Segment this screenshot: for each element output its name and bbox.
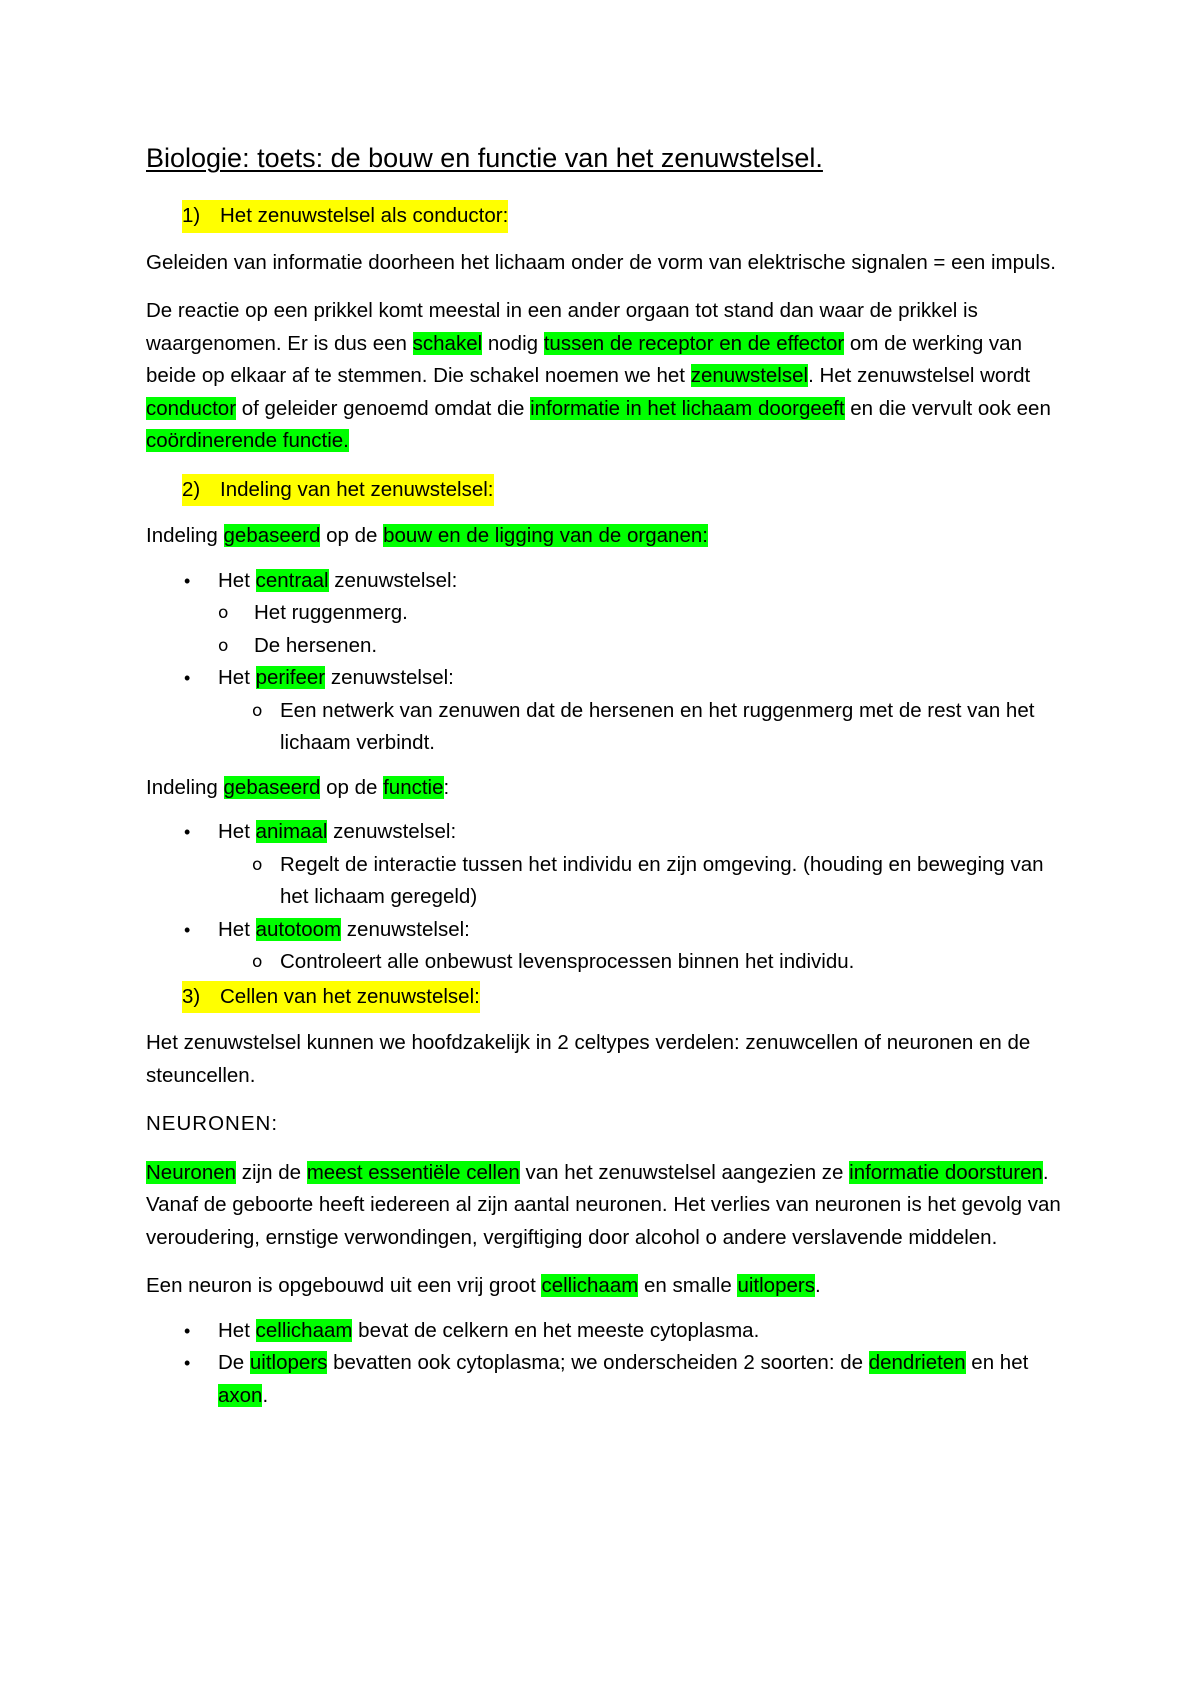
text-run: nodig (482, 331, 544, 355)
circle-bullet-icon: o (252, 854, 263, 875)
text-run: Controleert alle onbewust levensprocessen binnen het individu. (280, 950, 855, 973)
highlighted-term: cellichaam (541, 1274, 639, 1297)
bullet-list (146, 565, 1066, 695)
text-run: en het (965, 1351, 1029, 1374)
document-title: Biologie: toets: de bouw en functie van het zenuwstelsel. (146, 143, 823, 173)
text-run: De (218, 1351, 250, 1374)
highlighted-term: informatie doorsturen (849, 1160, 1043, 1184)
text-run: op de (320, 524, 384, 547)
highlighted-term: uitlopers (737, 1274, 815, 1297)
text-run: en smalle (638, 1274, 738, 1297)
sub-list (218, 597, 1066, 662)
section-heading-1 (182, 200, 1066, 233)
text-run: . (262, 1383, 269, 1407)
text-run: op de (320, 775, 384, 799)
subheading: NEURONEN: (146, 1112, 279, 1135)
paragraph (146, 520, 1066, 553)
text-run: De hersenen. (254, 633, 378, 657)
text-run: zenuwstelsel: (325, 666, 454, 689)
bullet-icon: • (184, 1353, 191, 1373)
sub-list-item (218, 630, 1066, 663)
highlighted-term: informatie in het lichaam doorgeeft (530, 396, 845, 420)
bullet-icon: • (184, 919, 191, 940)
section-label: Het zenuwstelsel als conductor: (220, 204, 509, 227)
list-item (146, 1347, 1066, 1412)
paragraph (146, 1157, 1066, 1255)
list-item (146, 816, 1066, 849)
bullet-icon: • (184, 570, 191, 591)
sub-list-item (218, 597, 1066, 630)
circle-bullet-icon: o (218, 603, 229, 623)
section-heading-2 (182, 474, 1066, 507)
paragraph (146, 1270, 1066, 1303)
highlighted-term: functie (383, 775, 444, 799)
text-run: zenuwstelsel: (341, 917, 470, 941)
highlighted-term: dendrieten (868, 1351, 966, 1374)
text-run: of geleider genoemd omdat die (236, 396, 531, 420)
bullet-list (146, 816, 1066, 849)
text-run: De reactie op een prikkel komt meestal in een ander orgaan tot stand dan waar de prikkel is waargenomen. Er is dus een (146, 299, 978, 355)
text-run: : (443, 775, 450, 799)
text-run: Het (218, 568, 256, 592)
text-run: van het zenuwstelsel aangezien ze (519, 1160, 850, 1184)
highlighted-term: autotoom (255, 917, 342, 941)
circle-bullet-icon: o (252, 952, 263, 972)
paragraph (146, 295, 1066, 458)
list-item (146, 1315, 1066, 1348)
highlighted-term: axon (218, 1383, 263, 1407)
sub-list (146, 946, 1066, 979)
circle-bullet-icon: o (252, 700, 263, 721)
bullet-list (146, 1315, 1066, 1413)
highlighted-term: coördinerende functie. (146, 429, 349, 452)
highlighted-term: perifeer (255, 666, 326, 689)
text-run: Het (218, 917, 256, 941)
highlighted-term: uitlopers (249, 1351, 328, 1374)
highlighted-term: zenuwstelsel (690, 364, 809, 387)
list-item (146, 914, 1066, 947)
text-run: om de werking van beide op elkaar af te stemmen. Die schakel noemen we het (146, 331, 1022, 387)
section-number: 3) (182, 984, 201, 1008)
text-run: . Vanaf de geboorte heeft iedereen al zijn aantal neuronen. Het verlies van neuronen is het gevolg van veroudering, ernstige verwondingen, vergiftiging door alcohol o andere verslavende middelen. (146, 1160, 1061, 1249)
paragraph (146, 772, 1066, 805)
highlighted-term: centraal (255, 568, 329, 592)
sub-list-item (146, 695, 1066, 760)
bullet-list (146, 914, 1066, 947)
text-run: Regelt de interactie tussen het individu en zijn omgeving. (houding en beweging van het lichaam geregeld) (280, 852, 1044, 908)
text-run: Het (218, 666, 256, 689)
sub-list (146, 695, 1066, 760)
highlighted-term: tussen de receptor en de effector (543, 331, 845, 355)
highlighted-term: Neuronen (146, 1160, 237, 1184)
highlighted-term: cellichaam (255, 1318, 353, 1342)
text-run: zijn de (236, 1160, 307, 1184)
highlighted-term: gebaseerd (223, 524, 321, 547)
highlighted-term: animaal (255, 820, 328, 843)
section-label: Cellen van het zenuwstelsel: (220, 984, 480, 1008)
circle-bullet-icon: o (218, 635, 229, 656)
sub-list-item (146, 849, 1066, 914)
text-run: Het ruggenmerg. (254, 601, 408, 624)
text-run: zenuwstelsel: (328, 568, 458, 592)
paragraph: Geleiden van informatie doorheen het lichaam onder de vorm van elektrische signalen = een impuls. (146, 250, 1056, 274)
bullet-icon: • (184, 1320, 191, 1341)
highlighted-term: conductor (146, 396, 237, 420)
list-item (146, 662, 1066, 695)
paragraph: Het zenuwstelsel kunnen we hoofdzakelijk in 2 celtypes verdelen: zenuwcellen of neuronen en de steuncellen. (146, 1031, 1031, 1087)
section-heading-3 (182, 981, 1066, 1014)
text-run: bevatten ook cytoplasma; we onderscheiden 2 soorten: de (327, 1351, 869, 1374)
text-run: . (814, 1274, 821, 1297)
text-run: Het (218, 1318, 256, 1342)
text-run: Een netwerk van zenuwen dat de hersenen en het ruggenmerg met de rest van het lichaam verbindt. (280, 698, 1035, 754)
bullet-icon: • (184, 668, 191, 688)
text-run: Het (218, 820, 256, 843)
highlighted-term: meest essentiële cellen (306, 1160, 520, 1184)
text-run: en die vervult ook een (844, 396, 1051, 420)
text-run: Indeling (146, 775, 224, 799)
bullet-icon: • (184, 822, 191, 842)
list-item (146, 565, 1066, 663)
highlighted-term: gebaseerd (223, 775, 321, 799)
sub-list-item (146, 946, 1066, 979)
highlighted-term: schakel (412, 331, 483, 355)
document-page (146, 140, 1066, 1420)
text-run: zenuwstelsel: (327, 820, 457, 843)
text-run: Indeling (146, 524, 224, 547)
sub-list (146, 849, 1066, 914)
text-run: Een neuron is opgebouwd uit een vrij groot (146, 1274, 542, 1297)
section-label: Indeling van het zenuwstelsel: (220, 477, 494, 501)
section-number: 1) (182, 204, 201, 227)
text-run: . Het zenuwstelsel wordt (808, 364, 1031, 387)
highlighted-term: bouw en de ligging van de organen: (383, 524, 708, 547)
text-run: bevat de celkern en het meeste cytoplasma. (352, 1318, 760, 1342)
section-number: 2) (182, 477, 201, 501)
